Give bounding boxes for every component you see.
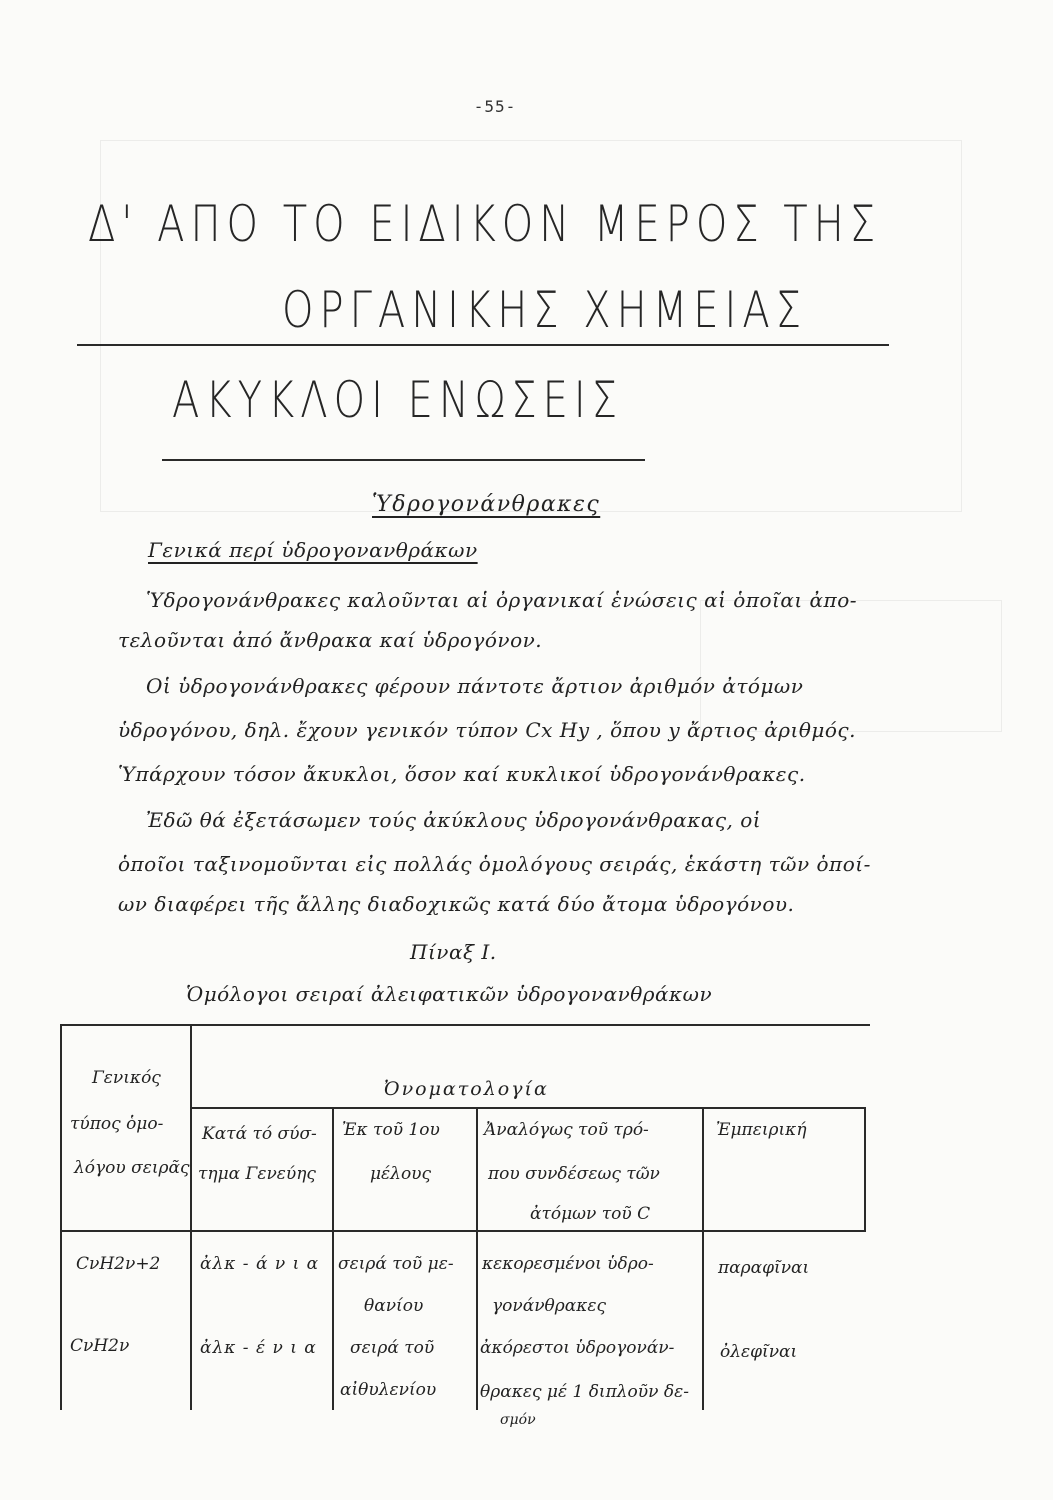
show-through-box — [700, 600, 1002, 732]
row2-geneva: ἀλκ - έ ν ι α — [200, 1338, 317, 1358]
header-nomenclature: Ὀνοματολογία — [384, 1078, 549, 1100]
table-divider-h — [190, 1107, 866, 1109]
chapter-heading-line1: Δ' ΑΠΟ ΤΟ ΕΙΔΙΚΟΝ ΜΕΡΟΣ ΤΗΣ — [88, 196, 882, 254]
page-number: -55- — [473, 97, 517, 116]
header-bonding: Ἀναλόγως τοῦ τρό- — [484, 1120, 649, 1140]
header-geneva: Κατά τό σύσ- — [202, 1124, 317, 1144]
paragraph-line: ων διαφέρει τῆς ἄλλης διαδοχικῶς κατά δύο ἄτομα ὑδρογόνου. — [118, 892, 795, 916]
row1-first-member: σειρά τοῦ με- — [338, 1254, 454, 1274]
paragraph-line: Οἱ ὑδρογονάνθρακες φέρουν πάντοτε ἄρτιον ἀριθμόν ἀτόμων — [146, 674, 804, 698]
paragraph-line: Ἐδῶ θά ἐξετάσωμεν τούς ἀκύκλους ὑδρογονάνθρακας, οἱ — [146, 808, 762, 832]
paragraph-line: Ὑδρογονάνθρακες καλοῦνται αἱ ὀργανικαί ἑνώσεις αἱ ὁποῖαι ἀπο- — [146, 588, 857, 612]
paragraph-line: τελοῦνται ἀπό ἄνθρακα καί ὑδρογόνον. — [118, 628, 543, 652]
paragraph-line: ὁποῖοι ταξινομοῦνται εἰς πολλάς ὁμολόγους σειράς, ἑκάστη τῶν ὁποί- — [118, 852, 871, 876]
header-general-formula: λόγου σειρᾶς — [74, 1158, 190, 1178]
row2-bonding: ἀκόρεστοι ὑδρογονάν- — [480, 1338, 675, 1358]
subsection-title: Γενικά περί ὑδρογονανθράκων — [148, 538, 478, 562]
table-border-top — [60, 1024, 870, 1026]
row1-geneva: ἀλκ - ά ν ι α — [200, 1254, 320, 1274]
table-border-left — [60, 1024, 62, 1410]
table-divider-v — [702, 1107, 704, 1410]
row2-first-member: σειρά τοῦ — [350, 1338, 435, 1358]
row1-first-member: θανίου — [364, 1296, 424, 1316]
table-border-right — [864, 1107, 866, 1230]
header-general-formula: Γενικός — [92, 1068, 161, 1088]
header-general-formula: τύπος ὁμο- — [70, 1114, 164, 1134]
table-divider-v — [476, 1107, 478, 1410]
header-empirical: Ἐμπειρική — [716, 1120, 807, 1140]
row1-formula: CνH2ν+2 — [76, 1254, 161, 1274]
section-rule — [162, 459, 645, 461]
table-divider-h — [60, 1230, 866, 1232]
row1-bonding: κεκορεσμένοι ὑδρο- — [482, 1254, 654, 1274]
header-bonding: ἀτόμων τοῦ C — [530, 1204, 651, 1224]
table-divider-v — [190, 1024, 192, 1410]
section-heading: ΑΚΥΚΛΟΙ ΕΝΩΣΕΙΣ — [172, 372, 623, 430]
header-bonding: που συνδέσεως τῶν — [488, 1164, 660, 1184]
paragraph-line: ὑδρογόνου, δηλ. ἔχουν γενικόν τύπον Cx Hy , ὅπου y ἄρτιος ἀριθμός. — [118, 718, 856, 742]
row2-empirical: ὀλεφῖναι — [720, 1342, 798, 1362]
heading-rule — [77, 344, 889, 346]
paragraph-line: Ὑπάρχουν τόσον ἄκυκλοι, ὅσον καί κυκλικοί ὑδρογονάνθρακες. — [118, 762, 806, 786]
subheading: Ὑδρογονάνθρακες — [372, 492, 601, 517]
chapter-heading-line2: ΟΡΓΑΝΙΚΗΣ ΧΗΜΕΙΑΣ — [282, 282, 807, 340]
row1-empirical: παραφῖναι — [718, 1258, 810, 1278]
row2-formula: CνH2ν — [70, 1336, 130, 1356]
row2-bonding: σμόν — [500, 1412, 536, 1428]
header-first-member: μέλους — [370, 1164, 432, 1184]
table-divider-v — [332, 1107, 334, 1410]
table-title: Πίναξ Ι. — [410, 940, 497, 964]
row2-bonding: θρακες μέ 1 διπλοῦν δε- — [480, 1382, 689, 1402]
table-caption: Ὁμόλογοι σειραί ἀλειφατικῶν ὑδρογονανθράκων — [186, 982, 713, 1006]
row2-first-member: αἰθυλενίου — [340, 1380, 437, 1400]
header-first-member: Ἐκ τοῦ 1ου — [342, 1120, 440, 1140]
header-geneva: τημα Γενεύης — [198, 1164, 316, 1184]
row1-bonding: γονάνθρακες — [492, 1296, 607, 1316]
